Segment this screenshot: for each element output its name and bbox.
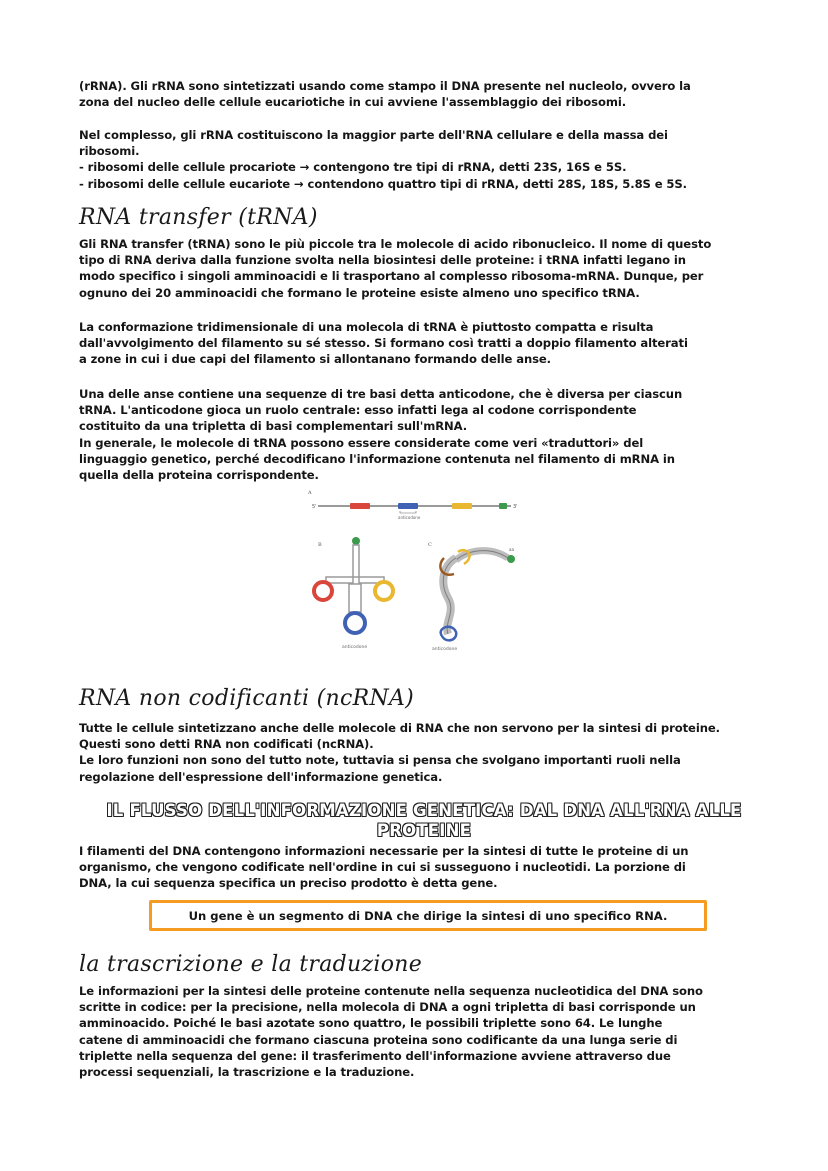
amino-acid-site-b [352,537,360,545]
gene-definition-box [149,900,707,931]
ncrna-paragraph: Tutte le cellule sintetizzano anche delle molecole di RNA che non servono per la sintesi di proteine. Questi sono detti RNA non codificati (ncRNA). Le loro funzioni non sono del tutto note, tuttavia si pensa che svolgano importanti ruoli nella regolazione dell'espressione dell'informazione genetica. [79,721,720,784]
anticodon-loop [345,613,365,633]
amino-acid-site-c [507,555,515,563]
five-prime-label: 5' [312,504,317,510]
three-prime-label: 3' [513,504,518,510]
d-loop [314,582,332,600]
panel-c-label: C [428,542,432,548]
trna-paragraph-3: Una delle anse contiene una sequenze di tre basi detta anticodone, che è diversa per ciascun tRNA. L'anticodone gioca un ruolo centrale: esso infatti lega al codone corrispondente costituito da una tripletta di basi complementari sull'mRNA. In generale, le molecole di tRNA possono essere considerate come veri «traduttori» del linguaggio genetico, perché decodificano l'informazione contenuta nel filamento di mRNA in quella della proteina corrispondente. [79,387,683,483]
gene-definition-text: Un gene è un segmento di DNA che dirige la sintesi di uno specifico RNA. [188,908,668,923]
anticodon-label-a: anticodone [398,515,421,520]
flusso-paragraph: I filamenti del DNA contengono informazioni necessarie per la sintesi di tutte le proteine di un organismo, che vengono codificate nell'ordine in cui si susseguono i nucleotidi. La porzione di DNA, la cui sequenza specifica un preciso prodotto è detta gene. [79,844,689,891]
trascrizione-paragraph: Le informazioni per la sintesi delle proteine contenute nella sequenza nucleotidica del DNA sono scritte in codice: per la precisione, nella molecola di DNA a ogni tripletta di basi corrisponde un amminoacido. Poiché le basi azotate sono quattro, le possibili triplette sono 64. Le lunghe catene di amminoacidi che formano ciascuna proteina sono codificante da una lunga serie di triplette nella sequenza del gene: il trasferimento dell'informazione avviene attraverso due processi sequenziali, la trascrizione e la traduzione. [79,984,703,1080]
t-loop [375,582,393,600]
trna-paragraph-2: La conformazione tridimensionale di una molecola di tRNA è piuttosto compatta e risulta dall'avvolgimento del filamento su sé stesso. Si formano così tratti a doppio filamento alterati a zone in cui i due capi del filamento si allontanano formando delle anse. [79,320,688,367]
sequence-segment-red [350,503,370,509]
trna-structure-figure [306,488,536,653]
trna-paragraph-1: Gli RNA transfer (tRNA) sono le più piccole tra le molecole di acido ribonucleico. Il nome di questo tipo di RNA deriva dalla funzione svolta nella biosintesi delle proteine: i tRNA infatti legano in modo specifico i singoli amminoacidi e li trasportano al complesso ribosoma-mRNA. Dunque, per ognuno dei 20 amminoacidi che formano le proteine esiste almeno uno specifico tRNA. [79,237,712,300]
ncrna-heading: RNA non codificanti (ncRNA) [79,686,415,711]
trascrizione-heading: la trascrizione e la traduzione [79,952,423,977]
anticodon-label-c: anticodone [432,647,458,652]
sequence-segment-yellow [452,503,472,509]
section-main-title [79,801,769,841]
panel-a-label: A [308,490,312,496]
trna-figure-svg [306,488,536,653]
trna-heading: RNA transfer (tRNA) [79,205,318,230]
anticodon-label-b: anticodone [342,645,368,650]
section-main-title-line-2: PROTEINE [376,821,472,840]
anticodon-stem [349,584,361,612]
panel-b-label: B [318,542,322,548]
anticodon-bracket-a [400,511,416,513]
d-arm-stem [326,577,353,583]
intro-paragraph: (rRNA). Gli rRNA sono sintetizzati usando come stampo il DNA presente nel nucleolo, ovvero la zona del nucleo delle cellule eucariotiche in cui avviene l'assemblaggio dei ribosomi. [79,79,691,110]
section-main-title-line-1: IL FLUSSO DELL'INFORMAZIONE GENETICA: DAL DNA ALL'RNA ALLE [106,801,742,820]
sequence-segment-blue [398,503,418,509]
sequence-segment-green [499,503,507,509]
rrna-summary-paragraph: Nel complesso, gli rRNA costituiscono la maggior parte dell'RNA cellulare e della massa dei ribosomi. - ribosomi delle cellule procariote → contengono tre tipi di rRNA, detti 23S, 16S e 5S. - ribosomi delle cellule eucariote → contendono quattro tipi di rRNA, detti 28S, 18S, 5.8S e 5S. [79,128,687,191]
acceptor-stem [353,545,359,577]
aa-label: aa [509,547,514,552]
